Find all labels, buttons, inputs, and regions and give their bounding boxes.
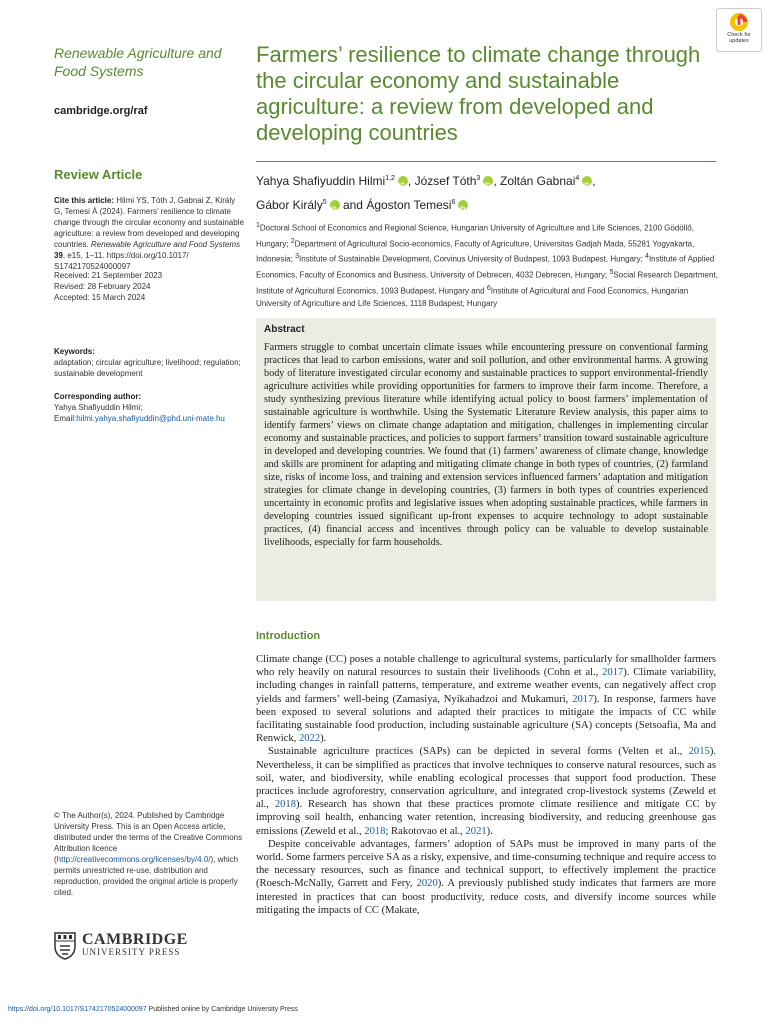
corresponding-name: Yahya Shafiyuddin Hilmi; — [54, 403, 143, 412]
email-label: Email: — [54, 414, 77, 423]
citation-link[interactable]: 2018 — [364, 825, 386, 837]
citation-volume: 39 — [54, 251, 63, 260]
check-updates-line2: updates — [729, 38, 749, 44]
received-date: Received: 21 September 2023 — [54, 271, 163, 280]
page-footer — [8, 1006, 298, 1013]
cambridge-crest-icon — [54, 932, 76, 960]
publisher-line1: CAMBRIDGE — [82, 931, 188, 948]
citation-link[interactable]: 2017 — [572, 693, 594, 705]
email-link[interactable]: hilmi.yahya.shafiyuddin@phd.uni-mate.hu — [76, 414, 225, 423]
journal-name-line2: Food Systems — [54, 63, 144, 79]
citation-link[interactable]: 2020 — [416, 878, 438, 890]
accepted-date: Accepted: 15 March 2024 — [54, 293, 146, 302]
license-text-2: ), which permits unrestricted re-use, distribution and reproduction, provided the original article is properly cited. — [54, 855, 239, 897]
license-block — [54, 810, 244, 898]
author-list: Yahya Shafiyuddin Hilmi$^{1,2}$iD , József Tóth$^3$iD , Zoltán Gabnai$^4$iD , Gábor Király$^5$iD and Ágoston Temesi$^6$iD — [256, 168, 716, 216]
orcid-icon[interactable] — [582, 176, 592, 186]
orcid-icon[interactable] — [483, 176, 493, 186]
journal-name — [54, 44, 244, 80]
check-for-updates-badge[interactable] — [716, 8, 762, 52]
abstract-text: Farmers struggle to combat uncertain climate issues while encountering pressure on conventional farming practices that lead to carbon emissions, water and soil pollution, and other environmental harms. A growing body of literature investigated circular economy and sustainable practices to support environmental-friendly agriculture activities while providing opportunities for farmers to improve their farm income. Therefore, a study synthesizing previous literature while identifying actual policy to boost farmers’ implementation of sustainable agriculture is worthwhile. Using the Systematic Literature Review analysis, this paper aims to identify farmers’ views on climate change adaptation and mitigation, challenges in implementing circular economy and sustainable practices, and policies to support farmers’ transition toward sustainable agriculture in developed and developing countries. We found that (1) farmers’ awareness of climate change, knowledge and skills are prominent for adapting and mitigating climate change in both types of countries, (2) farmland size, risks of income loss, and training and extension services influenced farmers’ adaptation and mitigation strategies for climate change in developing countries, (3) farmers in both types of countries experienced uncertainty in economic profits and legislative issues when adopting sustainable practices, while farmers in developing countries issued significant up-front expenses to acquire technology to adopt sustainable practices, (4) financial access and incentives through policy can be valuable to develop sustainable livelihoods, especially for farm households. — [264, 342, 708, 548]
license-link[interactable]: http://creativecommons.org/licenses/by/4.0/ — [56, 855, 211, 864]
footer-text: Published online by Cambridge University Press — [146, 1006, 298, 1013]
revised-date: Revised: 28 February 2024 — [54, 282, 151, 291]
citation-journal: Renewable Agriculture and Food Systems — [90, 240, 241, 249]
introduction-body — [256, 653, 716, 917]
dates-block — [54, 270, 244, 303]
doi-link[interactable]: https://doi.org/10.1017/S1742170524000097 — [8, 1006, 147, 1013]
author[interactable]: Ágoston Temesi$^6$iD — [366, 198, 468, 212]
abstract-box — [256, 318, 716, 601]
paragraph: Climate change (CC) poses a notable challenge to agricultural systems, particularly for smallholder farmers who rely heavily on natural resources to sustain their livelihoods (Cohn et al., 2017). Climate variability, including changes in rainfall patterns, temperature, and extreme weather events, can negatively affect crop yields and farmers’ well-being (Zamasiya, Nyikahadzoi and Mukamuri, 2017). In response, farmers have been exposed to several solutions and adapted their practices to mitigate the impacts of CC while facilitating sustainable food production, including sustainable agriculture (SA) concepts (Setsoafia, Ma and Renwick, 2022). — [256, 654, 716, 745]
citation-link[interactable]: 2015 — [688, 746, 710, 758]
journal-site-link[interactable]: cambridge.org/raf — [54, 105, 148, 117]
corresponding-email-line — [54, 413, 249, 424]
corresponding-label: Corresponding author: — [54, 392, 142, 401]
license-text-1: © The Author(s), 2024. Published by Cambridge University Press. This is an Open Access article, distributed under the terms of the Creative Commons Attribution licence ( — [54, 811, 243, 864]
author[interactable]: Zoltán Gabnai$^4$iD — [500, 174, 592, 188]
citation-link[interactable]: 2021 — [465, 825, 487, 837]
author[interactable]: József Tóth$^3$iD — [415, 174, 494, 188]
paragraph: Despite conceivable advantages, farmers’ adoption of SAPs must be improved in many parts of the world. Some farmers perceive SA as a risky, expensive, and time-consuming technique and require access to the necessary resources, such as finance and technical support, to effectively implement the practice (Roesch-McNally, Garrett and Fery, 2020). A previously published study indicates that farmers are more interested in practices that can boost productivity, reduce costs, and diversify income sources while mitigating the impacts of CC (Makate, — [256, 838, 716, 916]
orcid-icon[interactable] — [458, 200, 468, 210]
affiliations: $^1$Doctoral School of Economics and Regional Science, Hungarian University of Agriculture and Life Sciences, 2100 Gödöllő, Hungary; $^2$Department of Agricultural Socio-economics, Faculty of Agriculture, Universitas Gadjah Mada, 55281 Yogyakarta, Indonesia; $^3$Institute of Sustainable Development, Corvinus University of Budapest, 1093 Budapest, Hungary; $^4$Institute of Applied Economics, Faculty of Economics and Business, University of Debrecen, 4032 Debrecen, Hungary; $^5$Social Research Department, Institute of Agricultural Economics, 1093 Budapest, Hungary and $^6$Institute of Agricultural and Food Economics, Hungarian University of Agriculture and Life Sciences, 1118 Budapest, Hungary — [256, 222, 718, 309]
keywords-text: adaptation; circular agriculture; livelihood; regulation; sustainable development — [54, 358, 241, 378]
publisher-line2: UNIVERSITY PRESS — [82, 947, 181, 957]
paragraph: Sustainable agriculture practices (SAPs) can be depicted in several forms (Velten et al., 2015). Nevertheless, it can be simplified as practices that involve techniques to conserve natural resources, such as soil, water, and biodiversity, while enabling ecological processes that support food production. These practices include agroforestry, conservation agriculture, and integrated crop-livestock systems (Zeweld et al., 2018). Research has shown that these practices promote climate resilience and mitigate CC by improving soil health, enhancing water retention, increasing biodiversity, and reducing greenhouse gas emissions (Zeweld et al., 2018; Rakotovao et al., 2021). — [256, 746, 717, 837]
keywords-label: Keywords: — [54, 347, 95, 356]
check-updates-line1: Check for — [727, 32, 751, 38]
citation-text: Hilmi YS, Tóth J, Gabnai Z, Király G, Temesi Á (2024). Farmers’ resilience to climate change through the circular economy and sustainable agriculture: a review from developed and developing countries. — [54, 196, 244, 249]
journal-name-line1: Renewable Agriculture and — [54, 45, 222, 61]
citation-label: Cite this article: — [54, 196, 115, 205]
keywords-block — [54, 346, 244, 379]
introduction-heading: Introduction — [256, 630, 321, 642]
abstract-heading: Abstract — [264, 324, 305, 335]
author[interactable]: Gábor Király$^5$iD — [256, 198, 340, 212]
citation-link[interactable]: 2017 — [602, 667, 624, 679]
article-title: Farmers’ resilience to climate change through the circular economy and sustainable agriculture: a review from developed and developing countries — [256, 42, 701, 145]
citation-link[interactable]: 2018 — [274, 799, 296, 811]
corresponding-author-block — [54, 391, 249, 424]
citation-link[interactable]: 2022 — [298, 733, 321, 745]
article-type: Review Article — [54, 167, 143, 182]
author[interactable]: Yahya Shafiyuddin Hilmi$^{1,2}$iD — [256, 174, 408, 188]
check-updates-icon — [729, 12, 749, 32]
orcid-icon[interactable] — [398, 176, 408, 186]
citation-tail: , e15, 1–11. https://doi.org/10.1017/ S1742170524000097 — [54, 251, 189, 271]
title-divider — [256, 161, 716, 162]
publisher-logo — [54, 930, 204, 962]
orcid-icon[interactable] — [330, 200, 340, 210]
citation-block — [54, 195, 244, 272]
